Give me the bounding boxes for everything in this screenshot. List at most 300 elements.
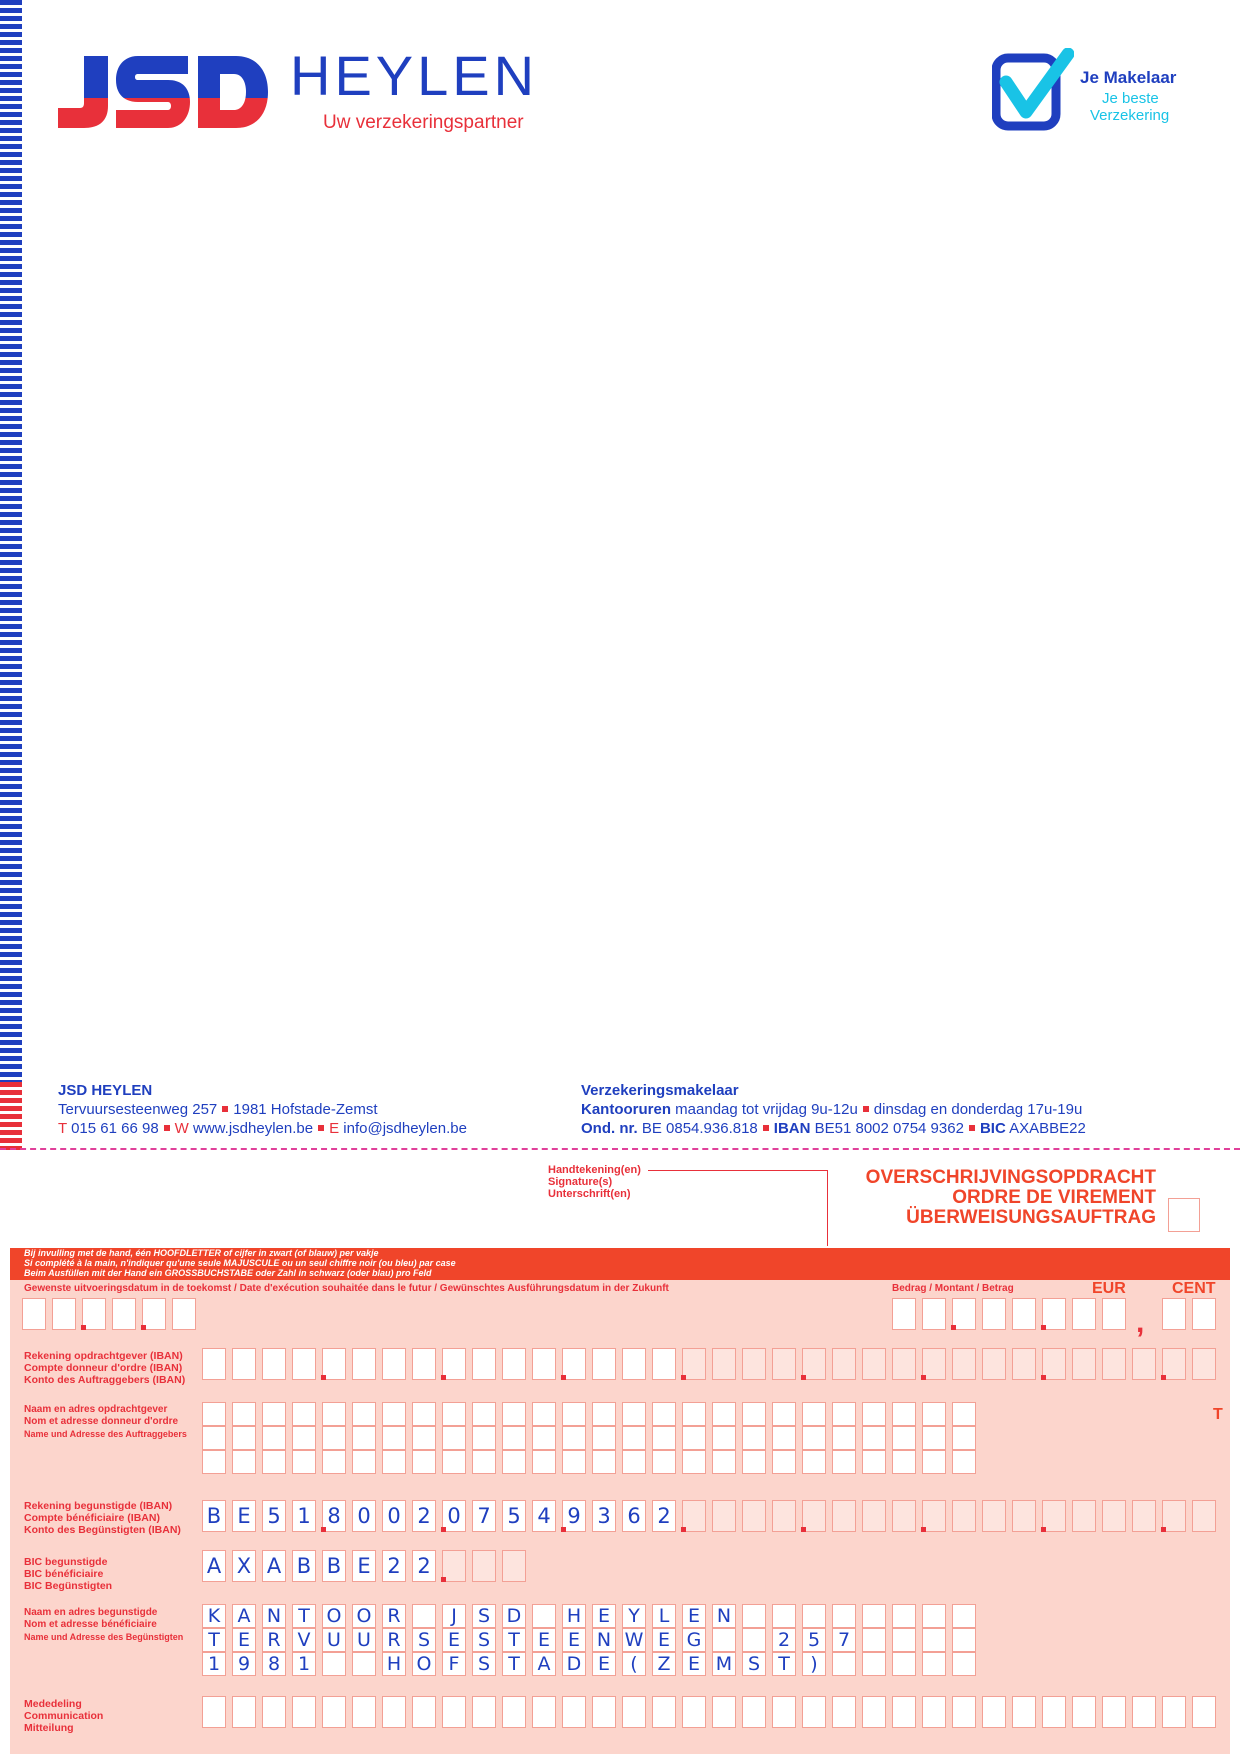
beneficiary-address-cell[interactable]: 8 — [262, 1652, 286, 1676]
payer-iban-cell[interactable] — [262, 1348, 286, 1380]
amount-eur-cell[interactable] — [892, 1298, 916, 1330]
payer-address-cell[interactable] — [412, 1426, 436, 1450]
payer-iban-cell[interactable] — [1042, 1348, 1066, 1380]
beneficiary-address-cell[interactable] — [772, 1604, 796, 1628]
amount-cent-cell[interactable] — [1162, 1298, 1186, 1330]
payer-address-cell[interactable] — [592, 1402, 616, 1426]
beneficiary-iban-cell[interactable] — [802, 1500, 826, 1532]
beneficiary-iban-cell[interactable] — [1162, 1500, 1186, 1532]
beneficiary-address-cell[interactable]: J — [442, 1604, 466, 1628]
payer-address-cell[interactable] — [202, 1402, 226, 1426]
decimal-comma: , — [1136, 1306, 1145, 1339]
beneficiary-iban-cell[interactable] — [772, 1500, 796, 1532]
payer-address-cell[interactable] — [472, 1450, 496, 1474]
beneficiary-address-cell[interactable]: D — [562, 1652, 586, 1676]
payer-address-cell[interactable] — [952, 1450, 976, 1474]
beneficiary-iban-cell[interactable] — [682, 1500, 706, 1532]
amount-eur-cell[interactable] — [1072, 1298, 1096, 1330]
payer-address-cell[interactable] — [712, 1450, 736, 1474]
message-cell[interactable] — [1072, 1696, 1096, 1728]
beneficiary-address-cell[interactable] — [532, 1604, 556, 1628]
payer-address-cell[interactable] — [472, 1426, 496, 1450]
date-label: Gewenste uitvoeringsdatum in de toekomst / Date d'exécution souhaitée dans le futur / Gewünschtes Ausführungsdatum in der Zukunft — [24, 1283, 669, 1294]
payer-address-cell[interactable] — [592, 1426, 616, 1450]
website-link[interactable]: www.jsdheylen.be — [193, 1120, 314, 1137]
payer-address-cell[interactable] — [802, 1402, 826, 1426]
beneficiary-iban-cell[interactable]: 0 — [442, 1500, 466, 1532]
payer-address-cell[interactable] — [322, 1450, 346, 1474]
payer-iban-cell[interactable] — [322, 1348, 346, 1380]
beneficiary-address-cell[interactable] — [412, 1604, 436, 1628]
payer-address-cell[interactable] — [292, 1402, 316, 1426]
payer-address-cell[interactable] — [382, 1450, 406, 1474]
payer-iban-cell[interactable] — [652, 1348, 676, 1380]
payer-iban-cell[interactable] — [712, 1348, 736, 1380]
beneficiary-address-cell[interactable]: E — [232, 1628, 256, 1652]
payer-address-cell[interactable] — [772, 1402, 796, 1426]
beneficiary-address-cell[interactable] — [952, 1652, 976, 1676]
beneficiary-address-cell[interactable]: O — [322, 1604, 346, 1628]
left-red-stripe — [0, 1082, 22, 1150]
beneficiary-iban-cell[interactable] — [922, 1500, 946, 1532]
date-cell[interactable] — [112, 1298, 136, 1330]
phone-number[interactable]: 015 61 66 98 — [71, 1120, 159, 1137]
payer-address-cell[interactable] — [502, 1402, 526, 1426]
beneficiary-address-cell[interactable]: K — [202, 1604, 226, 1628]
beneficiary-address-cell[interactable]: T — [292, 1604, 316, 1628]
payer-iban-cell[interactable] — [412, 1348, 436, 1380]
beneficiary-iban-cell[interactable]: 8 — [322, 1500, 346, 1532]
payer-address-cell[interactable] — [562, 1402, 586, 1426]
payer-address-cell[interactable] — [262, 1426, 286, 1450]
beneficiary-address-cell[interactable] — [832, 1652, 856, 1676]
beneficiary-address-cell[interactable] — [712, 1628, 736, 1652]
payer-address-cell[interactable] — [472, 1402, 496, 1426]
payer-address-cell[interactable] — [622, 1426, 646, 1450]
payer-address-cell[interactable] — [262, 1450, 286, 1474]
payer-iban-cell[interactable] — [472, 1348, 496, 1380]
beneficiary-address-cell[interactable]: R — [262, 1628, 286, 1652]
payer-address-cell[interactable] — [652, 1450, 676, 1474]
payer-address-cell[interactable] — [952, 1402, 976, 1426]
message-cell[interactable] — [712, 1696, 736, 1728]
beneficiary-iban-cell[interactable]: 1 — [292, 1500, 316, 1532]
beneficiary-bic-cell[interactable]: 2 — [412, 1550, 436, 1582]
payer-iban-cell[interactable] — [442, 1348, 466, 1380]
message-cell[interactable] — [442, 1696, 466, 1728]
payer-iban-cell[interactable] — [622, 1348, 646, 1380]
amount-eur-cell[interactable] — [1042, 1298, 1066, 1330]
beneficiary-iban-cell[interactable]: 3 — [592, 1500, 616, 1532]
message-cell[interactable] — [1042, 1696, 1066, 1728]
message-cell[interactable] — [922, 1696, 946, 1728]
payer-address-cell[interactable] — [262, 1402, 286, 1426]
beneficiary-address-cell[interactable]: W — [622, 1628, 646, 1652]
beneficiary-address-cell[interactable]: E — [442, 1628, 466, 1652]
payer-address-cell[interactable] — [742, 1426, 766, 1450]
bic-label: BIC begunstigde BIC bénéficiaire BIC Begünstigten — [24, 1556, 113, 1592]
message-cell[interactable] — [322, 1696, 346, 1728]
payer-address-cell[interactable] — [652, 1402, 676, 1426]
beneficiary-iban-cell[interactable] — [1132, 1500, 1156, 1532]
payer-iban-cell[interactable] — [892, 1348, 916, 1380]
payer-address-cell[interactable] — [562, 1426, 586, 1450]
payer-iban-cell[interactable] — [772, 1348, 796, 1380]
beneficiary-bic-cell[interactable]: A — [202, 1550, 226, 1582]
beneficiary-bic-cell[interactable]: E — [352, 1550, 376, 1582]
beneficiary-address-cell[interactable]: A — [232, 1604, 256, 1628]
payer-address-cell[interactable] — [862, 1402, 886, 1426]
message-cell[interactable] — [352, 1696, 376, 1728]
beneficiary-address-cell[interactable]: G — [682, 1628, 706, 1652]
beneficiary-iban-cell[interactable] — [952, 1500, 976, 1532]
beneficiary-address-cell[interactable]: E — [592, 1652, 616, 1676]
payer-address-cell[interactable] — [832, 1426, 856, 1450]
beneficiary-address-cell[interactable]: ) — [802, 1652, 826, 1676]
beneficiary-address-cell[interactable]: H — [382, 1652, 406, 1676]
beneficiary-bic-cell[interactable]: A — [262, 1550, 286, 1582]
payer-address-cell[interactable] — [772, 1426, 796, 1450]
message-cell[interactable] — [382, 1696, 406, 1728]
payer-address-cell[interactable] — [352, 1426, 376, 1450]
payer-iban-cell[interactable] — [1072, 1348, 1096, 1380]
beneficiary-iban-cell[interactable]: 0 — [382, 1500, 406, 1532]
message-cell[interactable] — [502, 1696, 526, 1728]
date-cell[interactable] — [82, 1298, 106, 1330]
beneficiary-address-cell[interactable]: T — [772, 1652, 796, 1676]
amount-eur-cell[interactable] — [1012, 1298, 1036, 1330]
beneficiary-address-cell[interactable]: 1 — [202, 1652, 226, 1676]
payer-address-cell[interactable] — [892, 1402, 916, 1426]
payer-address-cell[interactable] — [712, 1402, 736, 1426]
beneficiary-address-cell[interactable]: R — [382, 1604, 406, 1628]
payer-address-cell[interactable] — [832, 1402, 856, 1426]
payer-address-cell[interactable] — [922, 1402, 946, 1426]
beneficiary-address-cell[interactable] — [862, 1604, 886, 1628]
beneficiary-iban-cell[interactable] — [892, 1500, 916, 1532]
payer-address-cell[interactable] — [232, 1450, 256, 1474]
payer-address-cell[interactable] — [922, 1426, 946, 1450]
payer-address-cell[interactable] — [412, 1402, 436, 1426]
beneficiary-address-cell[interactable]: 1 — [292, 1652, 316, 1676]
payer-iban-cell[interactable] — [532, 1348, 556, 1380]
beneficiary-address-cell[interactable]: L — [652, 1604, 676, 1628]
beneficiary-address-cell[interactable] — [892, 1604, 916, 1628]
beneficiary-iban-cell[interactable] — [862, 1500, 886, 1532]
beneficiary-iban-cell[interactable]: 0 — [352, 1500, 376, 1532]
beneficiary-address-cell[interactable] — [952, 1628, 976, 1652]
beneficiary-iban-cell[interactable]: E — [232, 1500, 256, 1532]
message-cell[interactable] — [412, 1696, 436, 1728]
payer-address-cell[interactable] — [682, 1450, 706, 1474]
payer-address-cell[interactable] — [322, 1402, 346, 1426]
message-cell[interactable] — [1132, 1696, 1156, 1728]
message-cell[interactable] — [772, 1696, 796, 1728]
date-cell[interactable] — [172, 1298, 196, 1330]
separator-mark — [801, 1527, 806, 1532]
payer-iban-cell[interactable] — [502, 1348, 526, 1380]
beneficiary-address-cell[interactable]: T — [502, 1652, 526, 1676]
beneficiary-address-cell[interactable]: 7 — [832, 1628, 856, 1652]
payer-address-cell[interactable] — [742, 1402, 766, 1426]
beneficiary-address-cell[interactable]: N — [712, 1604, 736, 1628]
payer-address-cell[interactable] — [352, 1450, 376, 1474]
beneficiary-address-cell[interactable]: D — [502, 1604, 526, 1628]
beneficiary-bic-cell[interactable] — [442, 1550, 466, 1582]
payer-address-cell[interactable] — [412, 1450, 436, 1474]
message-cell[interactable] — [742, 1696, 766, 1728]
beneficiary-address-cell[interactable]: S — [742, 1652, 766, 1676]
beneficiary-iban-cell[interactable] — [1012, 1500, 1036, 1532]
payer-iban-cell[interactable] — [922, 1348, 946, 1380]
payer-iban-cell[interactable] — [742, 1348, 766, 1380]
payer-address-cell[interactable] — [232, 1402, 256, 1426]
payer-address-cell[interactable] — [442, 1426, 466, 1450]
payer-iban-cell[interactable] — [292, 1348, 316, 1380]
payer-iban-cell[interactable] — [682, 1348, 706, 1380]
payer-address-cell[interactable] — [322, 1426, 346, 1450]
date-cell[interactable] — [22, 1298, 46, 1330]
message-label: Mededeling Communication Mitteilung — [24, 1698, 104, 1734]
payer-address-cell[interactable] — [802, 1426, 826, 1450]
payer-address-cell[interactable] — [292, 1450, 316, 1474]
beneficiary-address-cell[interactable]: O — [352, 1604, 376, 1628]
beneficiary-iban-cell[interactable]: 9 — [562, 1500, 586, 1532]
beneficiary-address-cell[interactable]: 2 — [772, 1628, 796, 1652]
beneficiary-address-cell[interactable] — [922, 1652, 946, 1676]
message-cell[interactable] — [472, 1696, 496, 1728]
beneficiary-bic-cell[interactable] — [472, 1550, 496, 1582]
payer-iban-cell[interactable] — [832, 1348, 856, 1380]
payer-address-cell[interactable] — [532, 1426, 556, 1450]
message-cell[interactable] — [1162, 1696, 1186, 1728]
beneficiary-address-cell[interactable]: E — [652, 1628, 676, 1652]
message-cell[interactable] — [592, 1696, 616, 1728]
payer-address-cell[interactable] — [832, 1450, 856, 1474]
beneficiary-iban-cell[interactable] — [982, 1500, 1006, 1532]
message-cell[interactable] — [802, 1696, 826, 1728]
beneficiary-address-cell[interactable] — [862, 1628, 886, 1652]
beneficiary-iban-cell[interactable] — [1042, 1500, 1066, 1532]
payer-address-cell[interactable] — [802, 1450, 826, 1474]
beneficiary-address-cell[interactable] — [322, 1652, 346, 1676]
footer-company: JSD HEYLEN — [58, 1082, 153, 1099]
beneficiary-address-cell[interactable]: E — [562, 1628, 586, 1652]
payer-iban-cell[interactable] — [1192, 1348, 1216, 1380]
payer-address-cell[interactable] — [352, 1402, 376, 1426]
beneficiary-address-cell[interactable]: O — [412, 1652, 436, 1676]
beneficiary-address-cell[interactable]: 5 — [802, 1628, 826, 1652]
payer-iban-cell[interactable] — [1132, 1348, 1156, 1380]
payer-iban-cell[interactable] — [562, 1348, 586, 1380]
payer-iban-cell[interactable] — [862, 1348, 886, 1380]
beneficiary-address-cell[interactable]: E — [592, 1604, 616, 1628]
beneficiary-address-cell[interactable]: S — [472, 1628, 496, 1652]
beneficiary-iban-cell[interactable]: 5 — [502, 1500, 526, 1532]
payer-iban-cell[interactable] — [1012, 1348, 1036, 1380]
payer-address-cell[interactable] — [772, 1450, 796, 1474]
amount-eur-cell[interactable] — [952, 1298, 976, 1330]
beneficiary-address-cell[interactable]: E — [682, 1652, 706, 1676]
amount-cent-cell[interactable] — [1192, 1298, 1216, 1330]
beneficiary-address-cell[interactable]: H — [562, 1604, 586, 1628]
beneficiary-address-cell[interactable] — [802, 1604, 826, 1628]
message-cell[interactable] — [562, 1696, 586, 1728]
beneficiary-address-cell[interactable]: ( — [622, 1652, 646, 1676]
payer-address-cell[interactable] — [862, 1450, 886, 1474]
message-cell[interactable] — [682, 1696, 706, 1728]
beneficiary-address-cell[interactable] — [922, 1604, 946, 1628]
beneficiary-address-cell[interactable] — [952, 1604, 976, 1628]
payer-address-cell[interactable] — [202, 1450, 226, 1474]
payer-address-cell[interactable] — [502, 1450, 526, 1474]
beneficiary-bic-cell[interactable]: B — [322, 1550, 346, 1582]
payer-iban-cell[interactable] — [592, 1348, 616, 1380]
beneficiary-address-cell[interactable] — [352, 1652, 376, 1676]
beneficiary-iban-cell[interactable] — [832, 1500, 856, 1532]
payer-iban-cell[interactable] — [352, 1348, 376, 1380]
message-cell[interactable] — [262, 1696, 286, 1728]
beneficiary-address-cell[interactable]: U — [352, 1628, 376, 1652]
payer-address-cell[interactable] — [892, 1450, 916, 1474]
payer-address-cell[interactable] — [922, 1450, 946, 1474]
message-cell[interactable] — [292, 1696, 316, 1728]
payer-address-cell[interactable] — [442, 1402, 466, 1426]
message-cell[interactable] — [862, 1696, 886, 1728]
beneficiary-address-cell[interactable]: N — [262, 1604, 286, 1628]
payer-iban-cell[interactable] — [1162, 1348, 1186, 1380]
beneficiary-address-cell[interactable]: M — [712, 1652, 736, 1676]
beneficiary-address-cell[interactable]: 9 — [232, 1652, 256, 1676]
message-cell[interactable] — [232, 1696, 256, 1728]
beneficiary-address-cell[interactable] — [742, 1604, 766, 1628]
payer-iban-cell[interactable] — [802, 1348, 826, 1380]
message-cell[interactable] — [1102, 1696, 1126, 1728]
message-cell[interactable] — [892, 1696, 916, 1728]
beneficiary-address-cell[interactable]: U — [322, 1628, 346, 1652]
beneficiary-address-cell[interactable] — [892, 1652, 916, 1676]
beneficiary-iban-cell[interactable]: 7 — [472, 1500, 496, 1532]
beneficiary-address-cell[interactable]: S — [472, 1604, 496, 1628]
payer-address-cell[interactable] — [202, 1426, 226, 1450]
beneficiary-iban-cell[interactable]: 6 — [622, 1500, 646, 1532]
payer-address-cell[interactable] — [382, 1426, 406, 1450]
payer-address-cell[interactable] — [892, 1426, 916, 1450]
payer-address-cell[interactable] — [682, 1426, 706, 1450]
payer-iban-cell[interactable] — [382, 1348, 406, 1380]
beneficiary-iban-cell[interactable] — [1102, 1500, 1126, 1532]
t-mark: T — [1213, 1406, 1223, 1423]
separator-mark — [1041, 1527, 1046, 1532]
separator-mark — [321, 1527, 326, 1532]
beneficiary-address-cell[interactable] — [742, 1628, 766, 1652]
message-cell[interactable] — [532, 1696, 556, 1728]
beneficiary-bic-cell[interactable]: B — [292, 1550, 316, 1582]
payer-address-cell[interactable] — [382, 1402, 406, 1426]
payer-iban-cell[interactable] — [232, 1348, 256, 1380]
beneficiary-address-cell[interactable]: S — [412, 1628, 436, 1652]
payer-address-cell[interactable] — [712, 1426, 736, 1450]
beneficiary-address-cell[interactable]: A — [532, 1652, 556, 1676]
beneficiary-address-cell[interactable] — [832, 1604, 856, 1628]
message-cell[interactable] — [1192, 1696, 1216, 1728]
beneficiary-address-cell[interactable]: Y — [622, 1604, 646, 1628]
beneficiary-address-cell[interactable]: T — [502, 1628, 526, 1652]
date-cell[interactable] — [52, 1298, 76, 1330]
amount-eur-cell[interactable] — [982, 1298, 1006, 1330]
beneficiary-address-cell[interactable]: S — [472, 1652, 496, 1676]
beneficiary-iban-cell[interactable] — [1072, 1500, 1096, 1532]
payer-address-cell[interactable] — [622, 1450, 646, 1474]
beneficiary-iban-cell[interactable] — [712, 1500, 736, 1532]
payer-address-cell[interactable] — [532, 1402, 556, 1426]
beneficiary-address-cell[interactable] — [862, 1652, 886, 1676]
payer-address-cell[interactable] — [232, 1426, 256, 1450]
message-cell[interactable] — [652, 1696, 676, 1728]
beneficiary-address-cell[interactable] — [892, 1628, 916, 1652]
beneficiary-iban-cell[interactable]: 5 — [262, 1500, 286, 1532]
amount-eur-cell[interactable] — [1102, 1298, 1126, 1330]
payer-address-cell[interactable] — [622, 1402, 646, 1426]
beneficiary-address-cell[interactable]: R — [382, 1628, 406, 1652]
email-link[interactable]: info@jsdheylen.be — [343, 1120, 467, 1137]
amount-eur-cell[interactable] — [922, 1298, 946, 1330]
beneficiary-address-cell[interactable]: Z — [652, 1652, 676, 1676]
message-cell[interactable] — [952, 1696, 976, 1728]
payer-address-cell[interactable] — [292, 1426, 316, 1450]
payer-address-cell[interactable] — [502, 1426, 526, 1450]
beneficiary-iban-cell[interactable] — [1192, 1500, 1216, 1532]
beneficiary-address-cell[interactable]: E — [532, 1628, 556, 1652]
beneficiary-address-cell[interactable] — [922, 1628, 946, 1652]
payer-address-cell[interactable] — [562, 1450, 586, 1474]
beneficiary-address-cell[interactable]: V — [292, 1628, 316, 1652]
beneficiary-address-cell[interactable]: T — [202, 1628, 226, 1652]
beneficiary-bic-cell[interactable]: 2 — [382, 1550, 406, 1582]
beneficiary-bic-cell[interactable]: X — [232, 1550, 256, 1582]
beneficiary-address-cell[interactable]: F — [442, 1652, 466, 1676]
beneficiary-bic-cell[interactable] — [502, 1550, 526, 1582]
message-cell[interactable] — [202, 1696, 226, 1728]
date-cell[interactable] — [142, 1298, 166, 1330]
message-cell[interactable] — [832, 1696, 856, 1728]
beneficiary-iban-cell[interactable] — [742, 1500, 766, 1532]
payer-address-cell[interactable] — [442, 1450, 466, 1474]
beneficiary-address-cell[interactable]: E — [682, 1604, 706, 1628]
payer-address-cell[interactable] — [952, 1426, 976, 1450]
cent-label: CENT — [1172, 1280, 1216, 1297]
beneficiary-iban-cell[interactable]: B — [202, 1500, 226, 1532]
payer-address-cell[interactable] — [682, 1402, 706, 1426]
beneficiary-iban-cell[interactable]: 2 — [652, 1500, 676, 1532]
message-cell[interactable] — [982, 1696, 1006, 1728]
signature-line — [648, 1170, 828, 1171]
payer-address-cell[interactable] — [592, 1450, 616, 1474]
message-cell[interactable] — [1012, 1696, 1036, 1728]
payer-iban-cell[interactable] — [952, 1348, 976, 1380]
payer-iban-cell[interactable] — [982, 1348, 1006, 1380]
payer-iban-cell[interactable] — [1102, 1348, 1126, 1380]
beneficiary-iban-cell[interactable]: 4 — [532, 1500, 556, 1532]
payer-address-cell[interactable] — [532, 1450, 556, 1474]
message-cell[interactable] — [622, 1696, 646, 1728]
payer-address-cell[interactable] — [742, 1450, 766, 1474]
payer-address-cell[interactable] — [862, 1426, 886, 1450]
payer-address-cell[interactable] — [652, 1426, 676, 1450]
payer-iban-cell[interactable] — [202, 1348, 226, 1380]
beneficiary-address-cell[interactable]: N — [592, 1628, 616, 1652]
beneficiary-iban-cell[interactable]: 2 — [412, 1500, 436, 1532]
